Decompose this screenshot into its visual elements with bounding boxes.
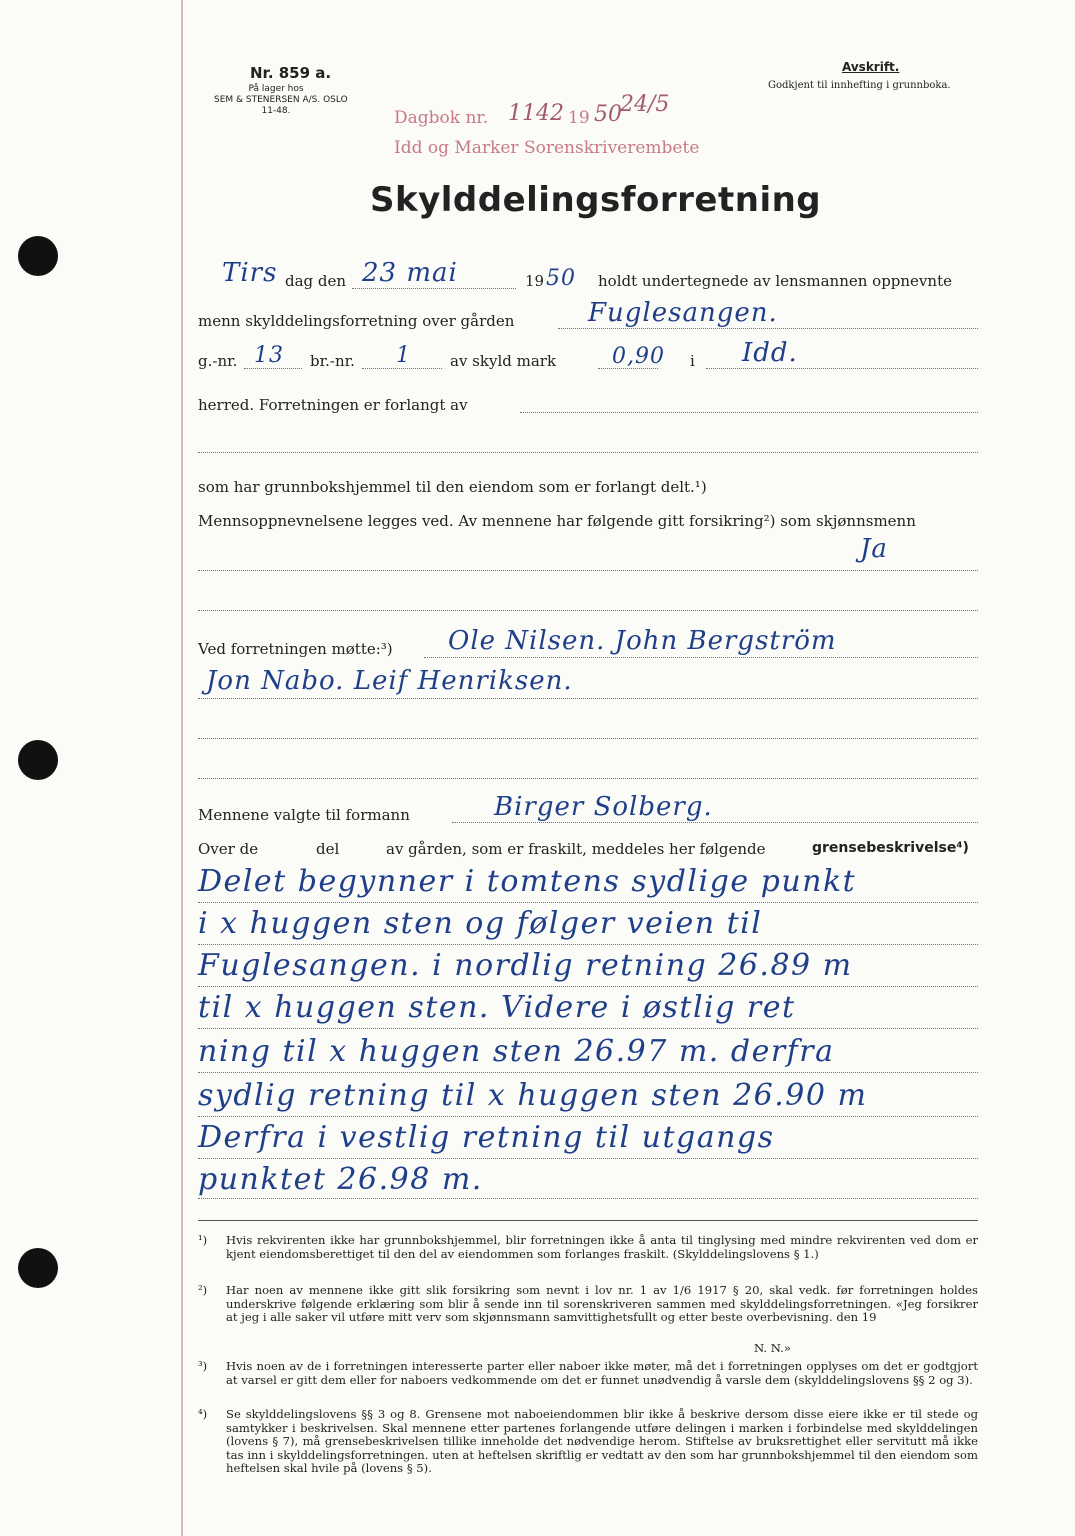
motte-label: Ved forretningen møtte:³) xyxy=(198,640,393,658)
dotted-line xyxy=(352,288,516,289)
dotted-line xyxy=(706,368,978,369)
gnr-label: g.-nr. xyxy=(198,352,238,370)
footnote xyxy=(198,1234,978,1276)
herred-hand: Idd. xyxy=(742,338,798,368)
dotted-line xyxy=(520,412,978,413)
description-line: til x huggen sten. Videre i østlig ret xyxy=(198,990,796,1025)
dotted-line xyxy=(198,452,978,453)
dotted-line xyxy=(198,610,978,611)
dotted-line xyxy=(362,368,442,369)
skyld-hand: 0,90 xyxy=(612,344,665,369)
i-label: i xyxy=(690,352,695,370)
footnote xyxy=(198,1408,978,1492)
weekday-hand: Tirs xyxy=(222,258,278,288)
dotted-line xyxy=(198,778,978,779)
dotted-line xyxy=(198,944,978,945)
herred-label: herred. Forretningen er forlangt av xyxy=(198,396,468,414)
date-hand: 23 mai xyxy=(362,258,458,288)
dotted-line xyxy=(452,822,978,823)
forsikring-hand: Ja xyxy=(860,534,888,564)
copy-label: Avskrift. xyxy=(842,60,900,74)
dotted-line xyxy=(244,368,302,369)
grense-label: grensebeskrivelse⁴) xyxy=(812,840,969,856)
dotted-line xyxy=(424,657,978,658)
held-text: holdt undertegnede av lensmannen oppnevnte xyxy=(598,272,952,290)
over-de-label: Over de xyxy=(198,840,259,858)
footnote-number: ²) xyxy=(198,1283,208,1297)
gnr-hand: 13 xyxy=(254,343,284,368)
margin-line xyxy=(181,0,183,1536)
description-line: Fuglesangen. i nordlig retning 26.89 m xyxy=(198,948,853,983)
footnote-number: ³) xyxy=(198,1359,208,1373)
dotted-line xyxy=(198,1198,978,1199)
footnote-number: ¹) xyxy=(198,1233,208,1247)
stamp-date: 24/5 xyxy=(620,92,670,117)
footnote-rule xyxy=(198,1220,978,1221)
description-line: Delet begynner i tomtens sydlige punkt xyxy=(198,864,857,899)
footnote xyxy=(198,1360,978,1402)
punch-hole xyxy=(18,740,58,780)
garden-text: av gården, som er fraskilt, meddeles her følgende xyxy=(386,840,766,858)
dagbok-label: Dagbok nr. xyxy=(394,108,489,128)
dotted-line xyxy=(198,570,978,571)
office-stamp: Idd og Marker Sorenskriverembete xyxy=(394,138,700,158)
footnote-text: Hvis rekvirenten ikke har grunnbokshjemmel, blir forretningen ikke å anta til tinglysing med mindre rekvirenten ved dom er kjent eiendomsberettiget til den del av eiendommen som forlanges fraskilt. (Skylddelingslovens § 1.) xyxy=(226,1233,978,1261)
stamp-year-suffix: 50 xyxy=(594,102,622,127)
formann-hand: Birger Solberg. xyxy=(494,792,713,822)
publisher-line: 11-48. xyxy=(261,106,291,116)
approval-text: Godkjent til innhefting i grunnboka. xyxy=(768,80,951,91)
stamp-year-prefix: 19 xyxy=(568,108,590,128)
menn-text: Mennsoppnevnelsene legges ved. Av mennene har følgende gitt forsikring²) som skjønnsmenn xyxy=(198,512,916,530)
footnote xyxy=(198,1284,978,1340)
description-line: i x huggen sten og følger veien til xyxy=(198,906,763,941)
dotted-line xyxy=(198,1072,978,1073)
dotted-line xyxy=(558,328,978,329)
footnote-number: ⁴) xyxy=(198,1407,208,1421)
dotted-line xyxy=(198,1158,978,1159)
dotted-line xyxy=(198,1028,978,1029)
footnote-signature xyxy=(198,1342,978,1356)
dotted-line xyxy=(198,1116,978,1117)
motte-hand: Ole Nilsen. John Bergström xyxy=(448,626,837,656)
footnote-text: Se skylddelingslovens §§ 3 og 8. Grensene mot naboeiendommen blir ikke å beskrive dersom disse eiere ikke er til stede og samtykker i beskrivelsen. Skal mennene etter partenes forlangende utføre delingen i marken i forbindelse med skylddelingen (lovens § 7), må grensebeskrivelsen tillike inneholde det nødvendige herom. Stiftelse av bruksrettighet eller servitutt må ikke tas inn i skylddelingsforretningen. uten at heftelsen skriftlig er vedtatt av den som har grunnbokshjemmel til den eiendom som heftelsen skal hvile på (lovens § 5). xyxy=(226,1407,978,1475)
dotted-line xyxy=(198,698,978,699)
farm-hand: Fuglesangen. xyxy=(588,298,778,328)
dotted-line xyxy=(198,738,978,739)
description-line: ning til x huggen sten 26.97 m. derfra xyxy=(198,1034,835,1069)
publisher-line: På lager hos xyxy=(248,84,304,94)
year-print: 19 xyxy=(525,272,545,290)
description-line: punktet 26.98 m. xyxy=(198,1162,483,1197)
farm-label: menn skylddelingsforretning over gården xyxy=(198,312,515,330)
bnr-hand: 1 xyxy=(396,343,411,368)
form-number: Nr. 859 a. xyxy=(250,64,332,82)
skyld-label: av skyld mark xyxy=(450,352,557,370)
motte-hand: Jon Nabo. Leif Henriksen. xyxy=(206,666,573,696)
description-line: sydlig retning til x huggen sten 26.90 m xyxy=(198,1078,868,1113)
punch-hole xyxy=(18,1248,58,1288)
description-line: Derfra i vestlig retning til utgangs xyxy=(198,1120,775,1155)
dagbok-number: 1142 xyxy=(508,101,564,126)
bnr-label: br.-nr. xyxy=(310,352,355,370)
footnote-text: N. N.» xyxy=(754,1341,791,1355)
formann-label: Mennene valgte til formann xyxy=(198,806,410,824)
page-title: Skylddelingsforretning xyxy=(370,180,822,220)
footnote-text: Hvis noen av de i forretningen interesserte parter eller naboer ikke møter, må det i forretningen opplyses om det er godtgjort at varsel er gitt dem eller for naboers vedkommende om det er funnet unødvendig å varsle dem (skylddelingslovens §§ 2 og 3). xyxy=(226,1359,978,1387)
dotted-line xyxy=(198,986,978,987)
hjemmel-text: som har grunnbokshjemmel til den eiendom som er forlangt delt.¹) xyxy=(198,478,707,496)
footnote-text: Har noen av mennene ikke gitt slik forsikring som nevnt i lov nr. 1 av 1/6 1917 § 20, skal vedk. før forretningen holdes underskrive følgende erklæring som blir å sende inn til sorenskriveren sammen med skylddelingsforretningen. «Jeg forsikrer at jeg i alle saker vil utføre mitt verv som skjønnsmann samvittighetsfullt og etter beste overbevisning. den 19 xyxy=(226,1283,978,1324)
dotted-line xyxy=(198,902,978,903)
publisher-line: SEM & STENERSEN A/S. OSLO xyxy=(214,95,348,105)
punch-hole xyxy=(18,236,58,276)
year-hand: 50 xyxy=(546,266,576,291)
del-label: del xyxy=(316,840,340,858)
day-label: dag den xyxy=(285,272,347,290)
